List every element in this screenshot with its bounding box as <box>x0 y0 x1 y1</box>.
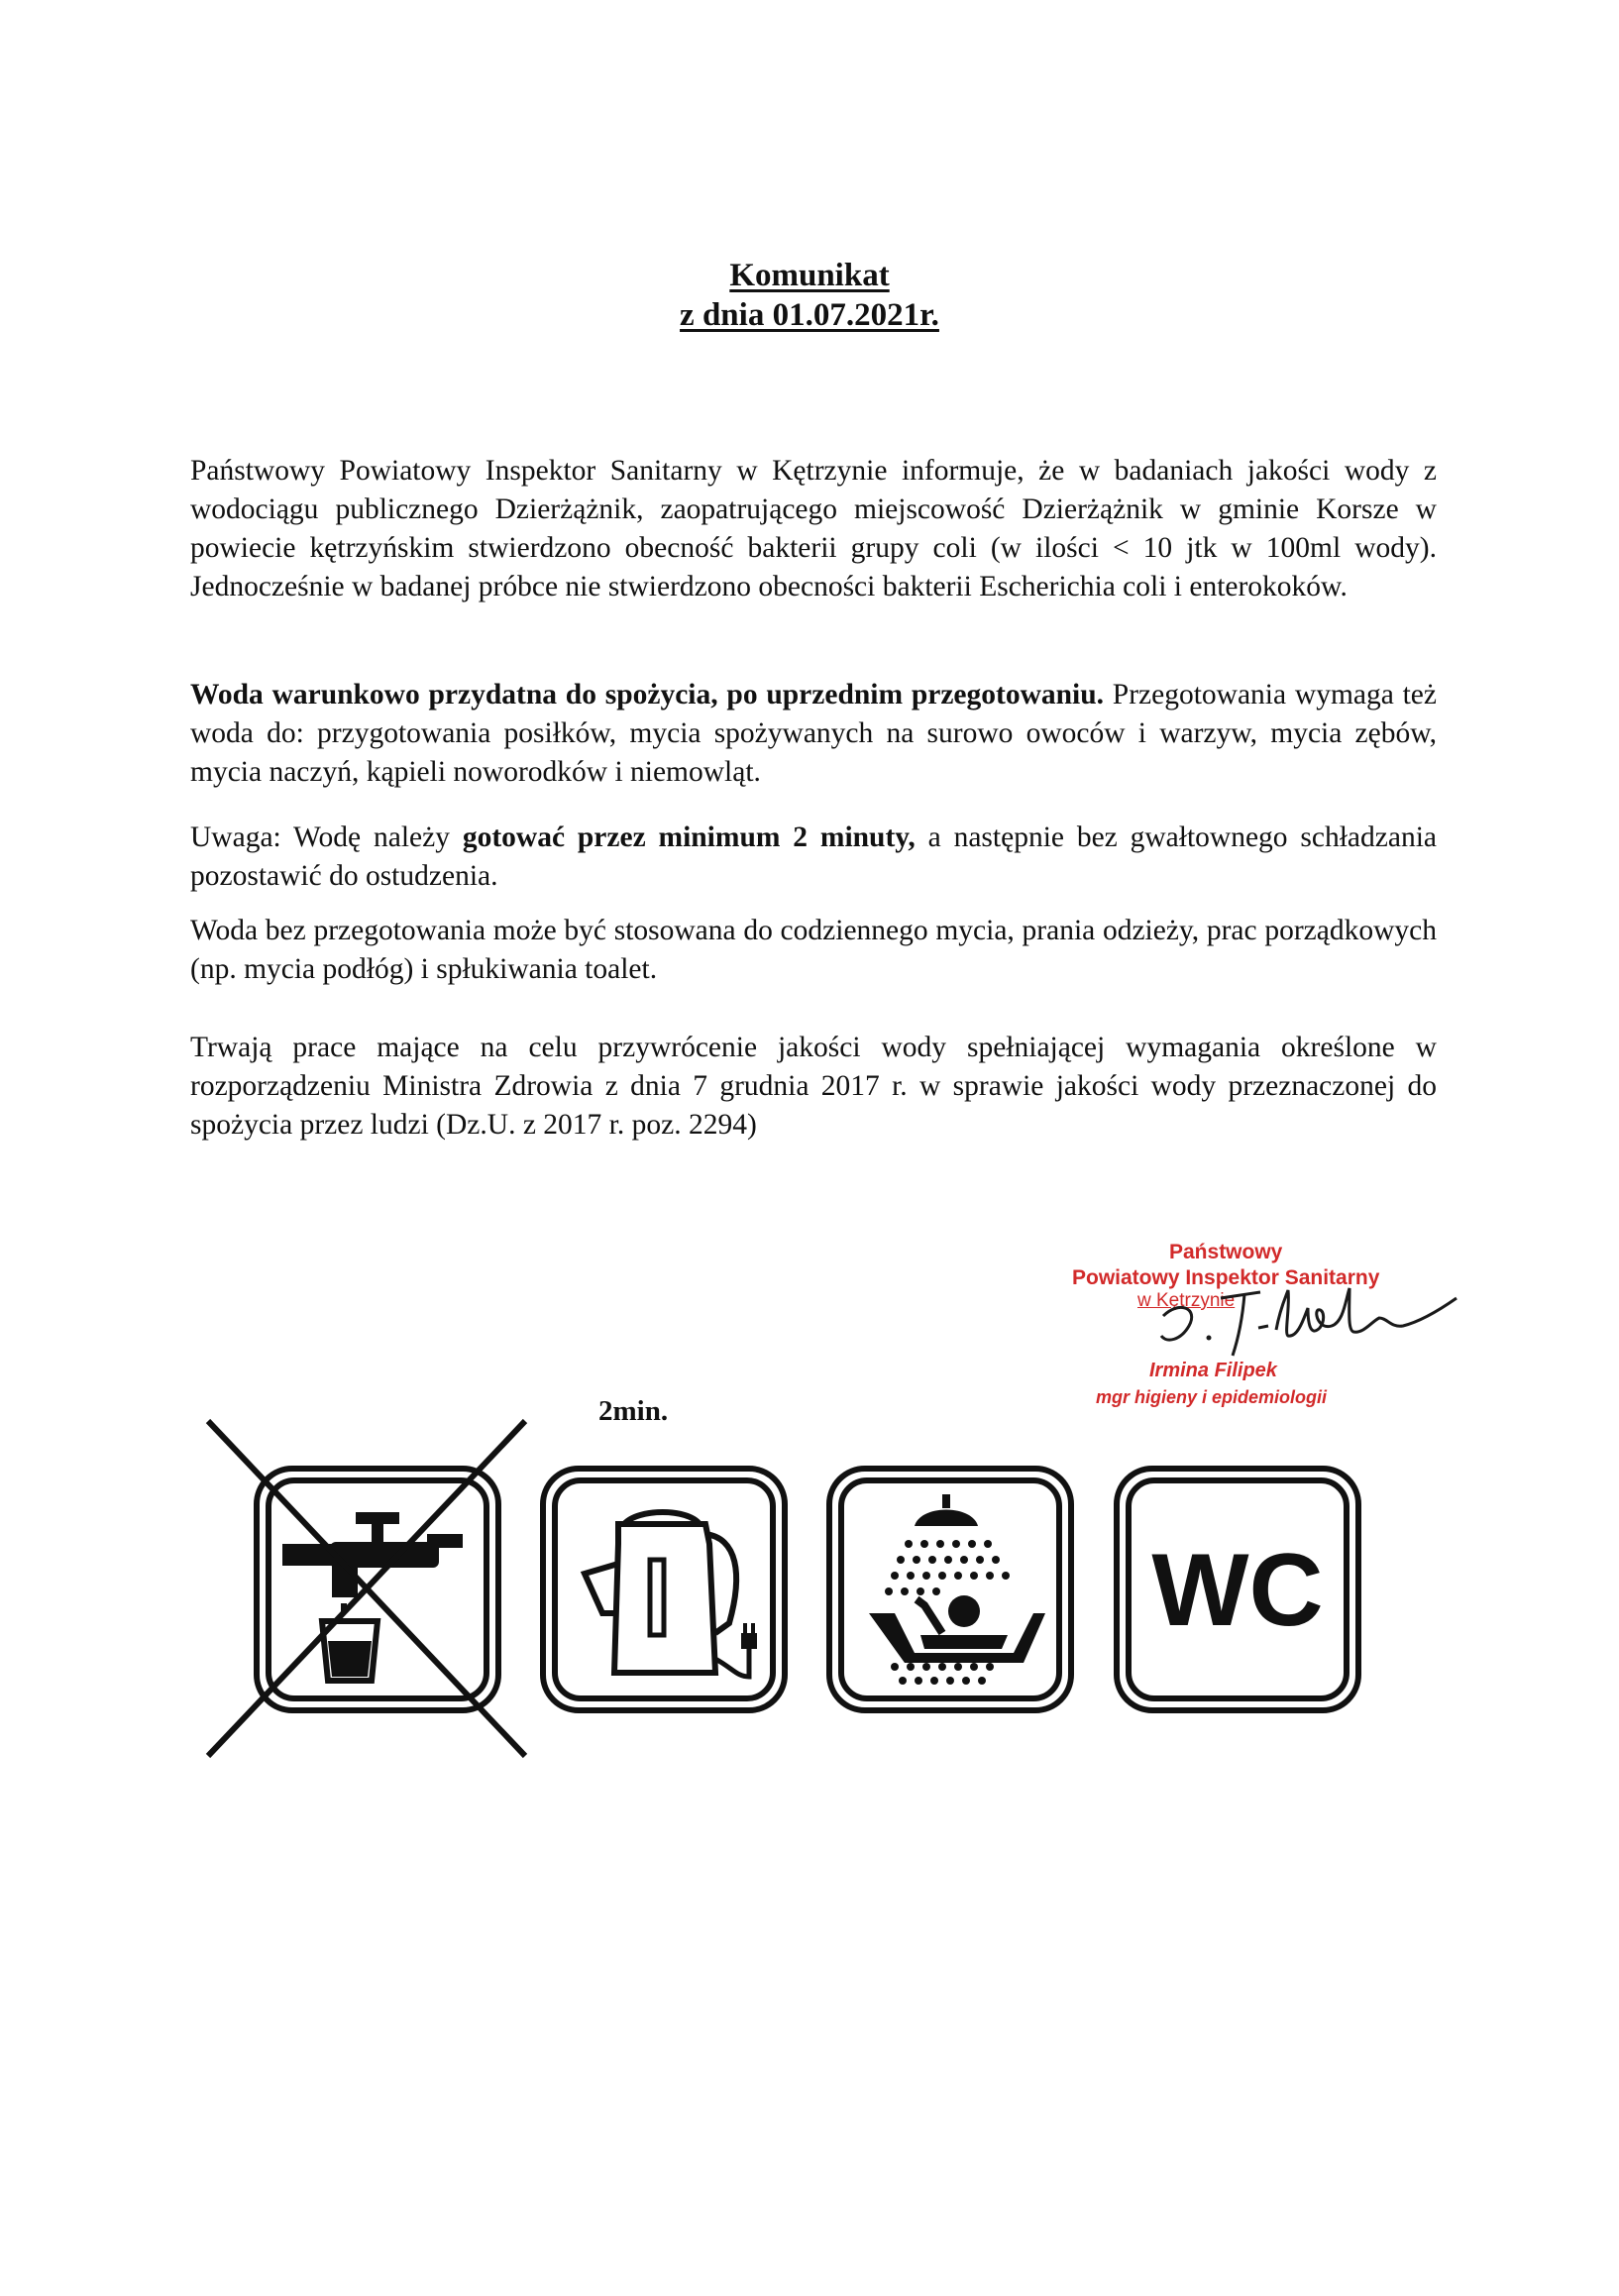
stamp-line-institution: Państwowy <box>1169 1241 1283 1263</box>
stamp-line-city: w Kętrzynie <box>1137 1290 1236 1311</box>
boil-time-label: 2min. <box>598 1395 669 1427</box>
handwritten-signature <box>1149 1278 1466 1367</box>
kettle-icon <box>539 1465 789 1714</box>
paragraph-unboiled-use: Woda bez przegotowania może być stosowana do codziennego mycia, prania odzieży, prac porządkowych (np. mycia podłóg) i spłukiwania toalet. <box>190 915 1437 985</box>
wc-icon <box>1113 1465 1362 1714</box>
paragraph-conditional-use-rest: Przegotowania wymaga też woda do: przygotowania posiłków, mycia spożywanych na surowo owoców i warzyw, mycia zębów, mycia naczyń, kąpieli noworodków i niemowląt. <box>190 679 1437 788</box>
paragraph-conditional-use <box>190 676 1437 792</box>
paragraph-boil-warning-post: a następnie bez gwałtownego schładzania pozostawić do ostudzenia. <box>190 821 1437 892</box>
paragraph-conditional-use-bold: Woda warunkowo przydatna do spożycia, po uprzednim przegotowaniu. <box>190 679 1105 711</box>
document-title: Komunikat <box>729 258 890 293</box>
document-date: z dnia 01.07.2021r. <box>680 297 939 333</box>
paragraph-ongoing-work: Trwają prace mające na celu przywrócenie jakości wody spełniającej wymagania określone w rozporządzeniu Ministra Zdrowia z dnia 7 grudnia 2017 r. w sprawie jakości wody przeznaczonej do spożycia przez ludzi (Dz.U. z 2017 r. poz. 2294) <box>190 1032 1437 1141</box>
paragraph-boil-warning-pre: Uwaga: Wodę należy <box>190 821 463 853</box>
paragraph-boil-warning <box>190 819 1437 896</box>
stamp-line-office: Powiatowy Inspektor Sanitarny <box>1072 1266 1380 1289</box>
cross-out-mark <box>198 1409 535 1766</box>
bathing-icon <box>825 1465 1075 1714</box>
stamp-line-degree: mgr higieny i epidemiologii <box>1096 1387 1328 1407</box>
wc-text: WC <box>1151 1533 1324 1648</box>
paragraph-boil-warning-bold: gotować przez minimum 2 minuty, <box>462 821 916 853</box>
paragraph-findings: Państwowy Powiatowy Inspektor Sanitarny w Kętrzynie informuje, że w badaniach jakości wody z wodociągu publicznego Dzierżążnik, zaopatrującego miejscowość Dzierżążnik w gminie Korsze w powiecie kętrzyńskim stwierdzono obecność bakterii grupy coli (w ilości < 10 jtk w 100ml wody). Jednocześnie w badanej próbce nie stwierdzono obecności bakterii Escherichia coli i enterokoków. <box>190 455 1437 602</box>
stamp-line-name: Irmina Filipek <box>1149 1360 1277 1381</box>
